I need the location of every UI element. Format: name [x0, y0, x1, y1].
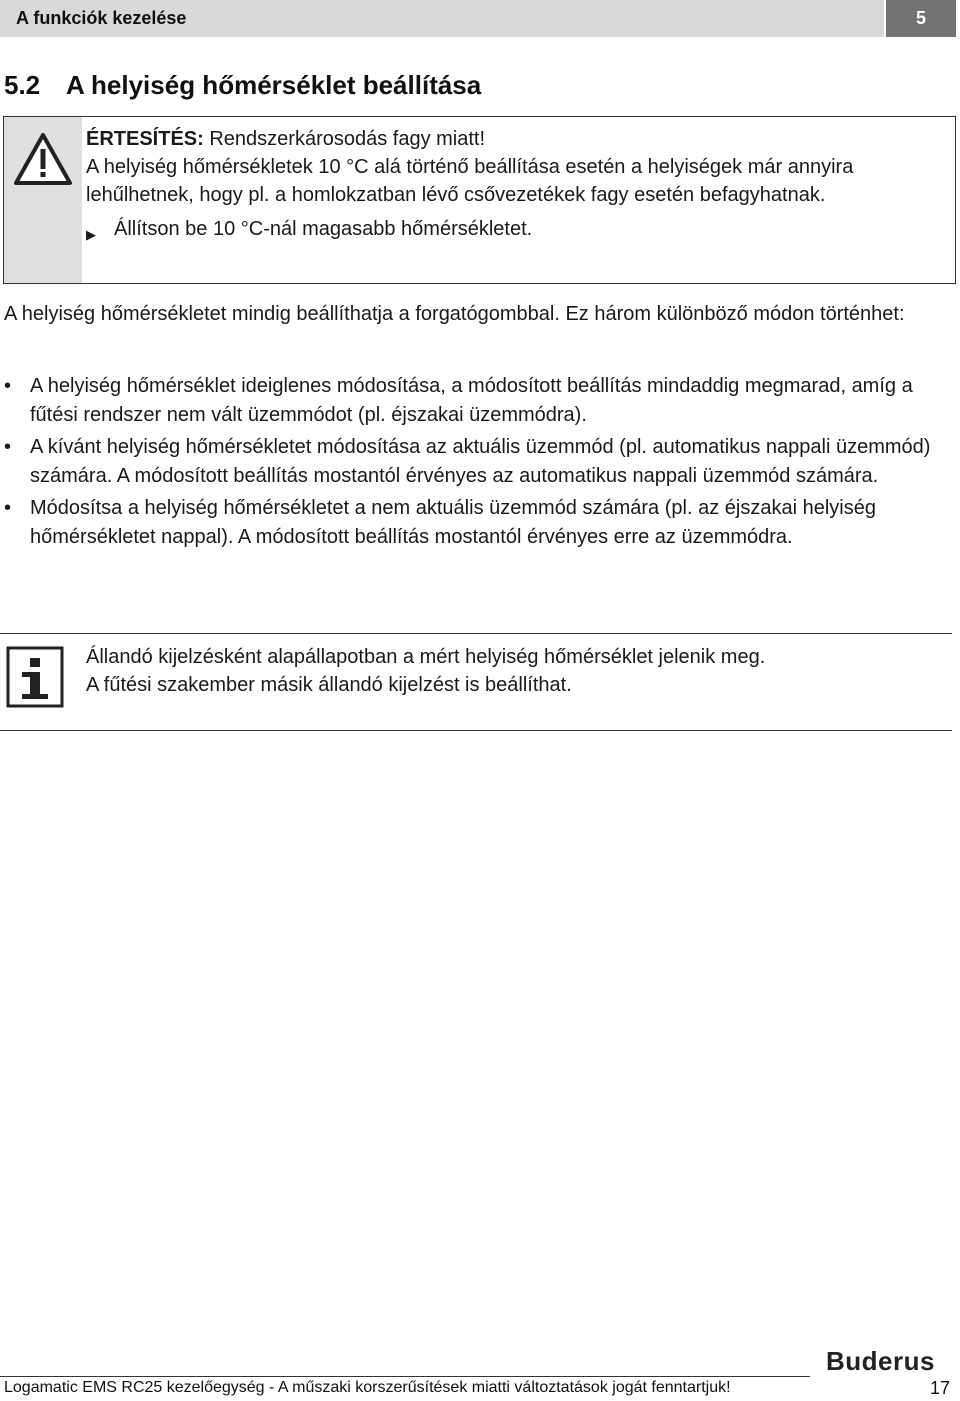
footer-divider	[0, 1376, 810, 1377]
page-header	[0, 0, 884, 37]
section-heading	[4, 70, 481, 101]
info-content	[86, 643, 946, 699]
bullet-icon: •	[4, 436, 12, 458]
chapter-number: 5	[886, 0, 956, 37]
list-item	[4, 494, 954, 552]
notice-icon-column	[4, 117, 82, 283]
list-item	[4, 433, 954, 491]
notice-label: ÉRTESÍTÉS:	[86, 128, 204, 150]
notice-heading	[86, 125, 946, 153]
method-list	[4, 372, 954, 555]
notice-action	[86, 215, 946, 249]
info-line-1: Állandó kijelzésként alapállapotban a mért helyiség hőmérséklet jelenik meg.	[86, 646, 766, 668]
notice-box	[3, 116, 956, 284]
divider	[0, 633, 952, 634]
brand-logo: Buderus	[826, 1346, 935, 1376]
list-item-text: Módosítsa a helyiség hőmérsékletet a nem aktuális üzemmód számára (pl. az éjszakai helyiség hőmérsékletet nappal). A módosított beállítás mostantól érvényes erre az üzemmódra.	[30, 497, 876, 548]
intro-paragraph: A helyiség hőmérsékletet mindig beállíthatja a forgatógombbal. Ez három különböző módon történhet:	[4, 303, 905, 325]
section-title: A helyiség hőmérséklet beállítása	[66, 70, 482, 100]
list-item	[4, 372, 954, 430]
header-title: A funkciók kezelése	[16, 8, 187, 28]
notice-content	[86, 125, 946, 249]
notice-action-text: Állítson be 10 °C-nál magasabb hőmérsékletet.	[114, 218, 533, 240]
notice-body: A helyiség hőmérsékletek 10 °C alá történő beállítása esetén a helyiségek már annyira lehűlhetnek, hogy pl. a homlokzatban lévő csővezetékek fagy esetén befagyhatnak.	[86, 156, 854, 206]
arrow-right-icon: ▶	[86, 227, 96, 242]
bullet-icon: •	[4, 375, 12, 397]
list-item-text: A helyiség hőmérséklet ideiglenes módosítása, a módosított beállítás mindaddig megmarad, amíg a fűtési rendszer nem vált üzemmódot (pl. éjszakai üzemmódra).	[30, 375, 913, 426]
notice-label-rest: Rendszerkárosodás fagy miatt!	[203, 128, 486, 150]
bullet-icon: •	[4, 497, 12, 519]
warning-triangle-icon	[12, 131, 74, 187]
page-number: 17	[930, 1378, 951, 1398]
section-number: 5.2	[4, 70, 41, 100]
list-item-text: A kívánt helyiség hőmérsékletet módosítása az aktuális üzemmód (pl. automatikus nappali üzemmód) számára. A módosított beállítás mostantól érvényes az automatikus nappali üzemmód számára.	[30, 436, 931, 487]
divider	[0, 730, 952, 731]
info-line-2: A fűtési szakember másik állandó kijelzést is beállíthat.	[86, 674, 572, 696]
footer-text: Logamatic EMS RC25 kezelőegység - A műszaki korszerűsítések miatti változtatások jogát fenntartjuk!	[4, 1379, 731, 1396]
info-icon	[6, 646, 64, 708]
